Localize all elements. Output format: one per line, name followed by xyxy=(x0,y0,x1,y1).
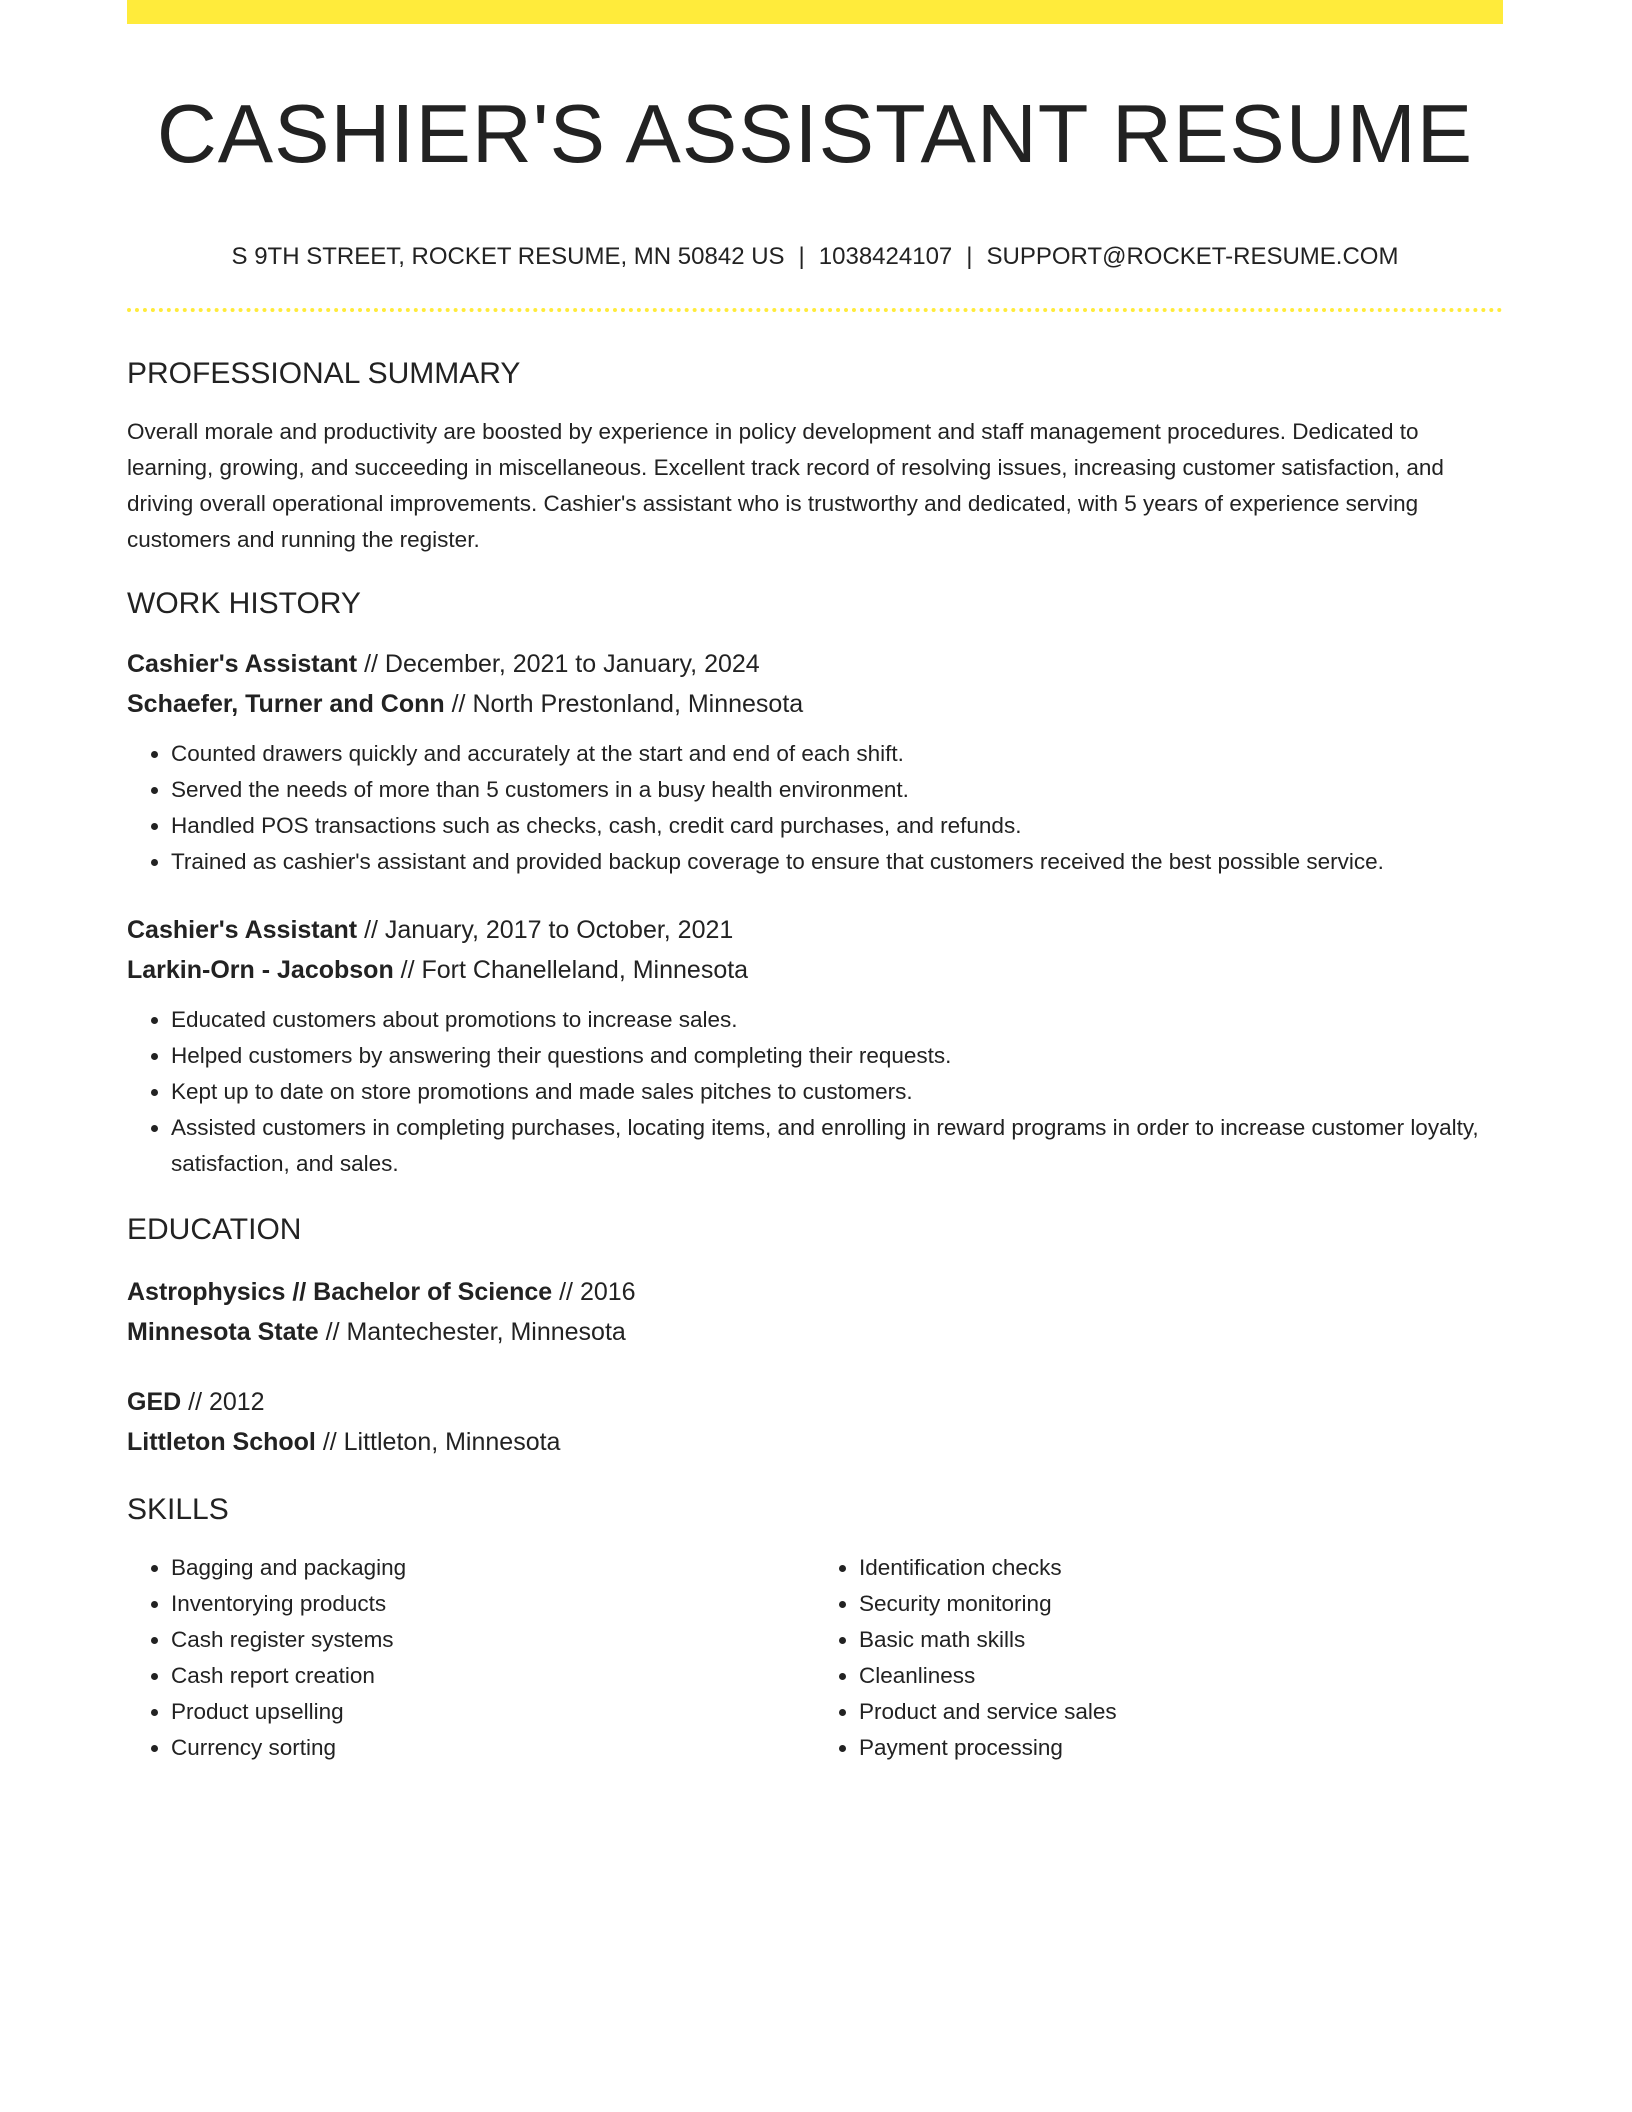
skill-item: • Cleanliness xyxy=(859,1658,1503,1694)
job-bullets xyxy=(127,1002,1503,1182)
job-company-line xyxy=(127,684,1503,724)
job-dates: // January, 2017 to October, 2021 xyxy=(357,916,734,944)
work-history-heading: WORK HISTORY xyxy=(127,587,361,620)
skill-item: • Identification checks xyxy=(859,1550,1503,1586)
job-company: Larkin-Orn - Jacobson xyxy=(127,956,394,984)
education-degree-line xyxy=(127,1272,1503,1312)
job-role-line xyxy=(127,910,1503,950)
skill-item: • Cash register systems xyxy=(171,1622,815,1658)
education-degree-line xyxy=(127,1382,1503,1422)
education-school-line xyxy=(127,1422,1503,1462)
skills-columns xyxy=(127,1550,1503,1766)
contact-phone: 1038424107 xyxy=(818,243,953,270)
job-dates: // December, 2021 to January, 2024 xyxy=(357,650,760,678)
education-school-line xyxy=(127,1312,1503,1352)
list-item: • Assisted customers in completing purchases, locating items, and enrolling in reward programs in order to increase customer loyalty, satisfaction, and sales. xyxy=(171,1110,1503,1182)
contact-separator: | xyxy=(966,243,973,270)
contact-email: SUPPORT@ROCKET-RESUME.COM xyxy=(986,243,1399,270)
skills-heading: SKILLS xyxy=(127,1493,229,1526)
job-entry xyxy=(127,644,1503,880)
list-item: • Kept up to date on store promotions and made sales pitches to customers. xyxy=(171,1074,1503,1110)
contact-separator: | xyxy=(798,243,805,270)
education-school: Minnesota State xyxy=(127,1318,319,1346)
job-location: // North Prestonland, Minnesota xyxy=(444,690,804,718)
skills-list-right xyxy=(815,1550,1503,1766)
skill-item: • Inventorying products xyxy=(171,1586,815,1622)
education-entry xyxy=(127,1382,1503,1462)
summary-text: Overall morale and productivity are boosted by experience in policy development and staff management procedures. Dedicated to learning, growing, and succeeding in miscellaneous. Excellent track record of resolving issues, increasing customer satisfaction, and driving overall operational improvements. Cashier's assistant who is trustworthy and dedicated, with 5 years of experience serving customers and running the register. xyxy=(127,419,1444,552)
skill-item: • Product upselling xyxy=(171,1694,815,1730)
dotted-divider xyxy=(127,308,1503,312)
education-location: // Mantechester, Minnesota xyxy=(318,1318,626,1346)
skill-item: • Bagging and packaging xyxy=(171,1550,815,1586)
list-item: • Trained as cashier's assistant and provided backup coverage to ensure that customers received the best possible service. xyxy=(171,844,1503,880)
skill-item: • Cash report creation xyxy=(171,1658,815,1694)
list-item: • Educated customers about promotions to increase sales. xyxy=(171,1002,1503,1038)
job-company-line xyxy=(127,950,1503,990)
education-degree: Astrophysics // Bachelor of Science xyxy=(127,1278,553,1306)
education-degree: GED xyxy=(127,1388,182,1416)
list-item: • Handled POS transactions such as checks, cash, credit card purchases, and refunds. xyxy=(171,808,1503,844)
list-item: • Counted drawers quickly and accurately at the start and end of each shift. xyxy=(171,736,1503,772)
education-heading: EDUCATION xyxy=(127,1213,302,1246)
skill-item: • Basic math skills xyxy=(859,1622,1503,1658)
education-location: // Littleton, Minnesota xyxy=(315,1428,561,1456)
job-bullets xyxy=(127,736,1503,880)
job-location: // Fort Chanelleland, Minnesota xyxy=(393,956,749,984)
job-role: Cashier's Assistant xyxy=(127,650,358,678)
education-year: // 2012 xyxy=(181,1388,265,1416)
contact-address: S 9TH STREET, ROCKET RESUME, MN 50842 US xyxy=(231,243,785,270)
job-entry xyxy=(127,910,1503,1182)
list-item: • Served the needs of more than 5 customers in a busy health environment. xyxy=(171,772,1503,808)
skill-item: • Security monitoring xyxy=(859,1586,1503,1622)
contact-line xyxy=(127,242,1503,272)
skill-item: • Payment processing xyxy=(859,1730,1503,1766)
job-role-line xyxy=(127,644,1503,684)
summary-heading: PROFESSIONAL SUMMARY xyxy=(127,357,521,390)
list-item: • Helped customers by answering their questions and completing their requests. xyxy=(171,1038,1503,1074)
education-school: Littleton School xyxy=(127,1428,316,1456)
job-role: Cashier's Assistant xyxy=(127,916,358,944)
job-company: Schaefer, Turner and Conn xyxy=(127,690,445,718)
education-year: // 2016 xyxy=(552,1278,636,1306)
accent-top-bar xyxy=(127,0,1503,24)
skill-item: • Currency sorting xyxy=(171,1730,815,1766)
skills-list-left xyxy=(127,1550,815,1766)
resume-title: CASHIER'S ASSISTANT RESUME xyxy=(156,87,1474,180)
education-entry xyxy=(127,1272,1503,1352)
resume-page xyxy=(127,0,1503,1766)
skill-item: • Product and service sales xyxy=(859,1694,1503,1730)
